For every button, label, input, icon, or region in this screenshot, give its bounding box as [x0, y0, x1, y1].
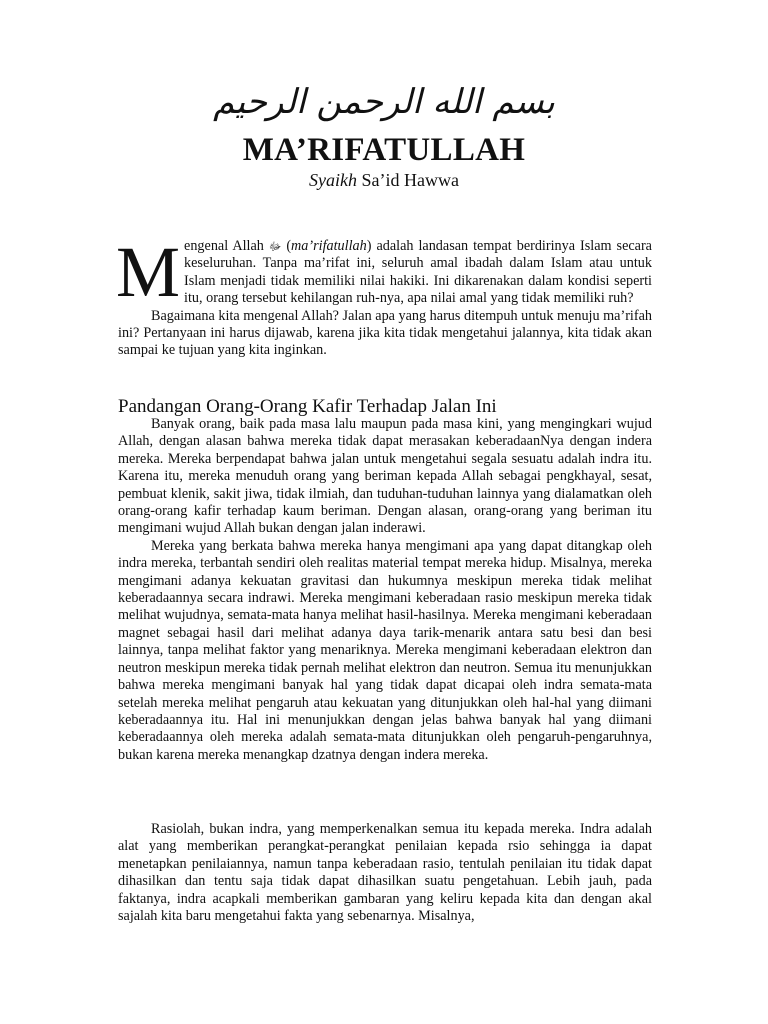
section-paragraph-1: Banyak orang, baik pada masa lalu maupun pada masa kini, yang mengingkari wujud Allah, dengan alasan bahwa mereka tidak dapat merasakan keberadaanNya dengan indera mereka. Mereka berpendapat bahwa jalan untuk mengetahui segala sesuatu adalah indra itu. Karena itu, mereka menuduh orang yang beriman kepada Allah sebagai pengkhayal, sesat, pembuat klenik, sakit jiwa, tidak ilmiah, dan tuduhan-tuduhan lainnya yang dialamatkan oleh orang-orang kafir terhadap kaum beriman. Dengan alasan, orang-orang yang beriman itu mengimani wujud Allah bukan dengan jalan inderawi.	[118, 416, 652, 537]
section-heading: Pandangan Orang-Orang Kafir Terhadap Jalan Ini	[118, 396, 497, 417]
author-name: Sa’id Hawwa	[361, 170, 459, 190]
page-title: MA’RIFATULLAH	[242, 132, 526, 168]
honorific-glyph: ﷻ	[268, 240, 282, 253]
rasio-section	[118, 821, 652, 925]
intro-section	[116, 232, 652, 360]
section-body	[118, 416, 652, 764]
intro-paragraph-2: Bagaimana kita mengenal Allah? Jalan apa yang harus ditempuh untuk menuju ma’rifah ini? Pertanyaan ini harus dijawab, karena jika kita tidak mengetahui jalannya, kita tidak akan sampai ke tujuan yang kita inginkan.	[118, 307, 652, 359]
intro-p1-paren: (	[281, 238, 292, 254]
section-paragraph-3: Rasiolah, bukan indra, yang memperkenalkan semua itu kepada mereka. Indra adalah alat yang memberikan perangkat-perangkat penilaian kepada rsio sehingga ia dapat menetapkan penilaiannya, namun tanpa keberadaan rasio, tentulah penilaian itu tidak dapat dihasilkan dan tentu saja tidak dapat dihasilkan suatu pengetahuan. Lebih jauh, pada faktanya, indra acapkali memberikan gambaran yang keliru kepada kita dan dengan akal sajalah kita baru mengetahui fakta yang sebenarnya. Misalnya,	[118, 821, 652, 925]
intro-p1-lead: engenal Allah	[184, 238, 269, 254]
drop-cap: M	[116, 232, 181, 312]
basmala-calligraphy: بسم الله الرحمن الرحيم	[213, 82, 555, 122]
intro-p1-term: ma’rifatullah	[291, 238, 367, 254]
section-paragraph-2: Mereka yang berkata bahwa mereka hanya mengimani apa yang dapat ditangkap oleh indra mereka, terbantah sendiri oleh realitas material tempat mereka hidup. Misalnya, mereka mengimani adanya kekuatan gravitasi dan hukumnya meskipun mereka tidak melihat keberadaannya secara indrawi. Mereka mengimani keberadaan rasio meskipun mereka tidak melihat wujudnya, semata-mata hanya melihat hasil-hasilnya. Mereka mengimani keberadaan magnet sebagai hasil dari melihat adanya daya tarik-menarik antara satu besi dan besi lainnya, tanpa melihat faktor yang menariknya. Mereka mengimani keberadaan elektron dan neutron meskipun mereka tidak pernah melihat elektron dan neutron. Semua itu menunjukkan bahwa mereka mengimani banyak hal yang tidak dapat dicapai oleh indra semata-mata setelah mereka melihat pengaruh atau kekuatan yang ditunjukkan oleh hal-hal yang diimani keberadaannya itu. Hal ini menunjukkan dengan jelas bahwa banyak hal yang diimani keberadaannya oleh mereka adalah semata-mata ditunjukkan oleh pengaruh-pengaruhnya, bukan karena mereka menangkap dzatnya dengan indera mereka.	[118, 537, 652, 763]
intro-p1-rest: ) adalah landasan tempat berdirinya Islam secara keseluruhan. Tanpa ma’rifat ini, seluruh amal ibadah dalam Islam atau untuk Islam menjadi tidak memiliki nilai hakiki. Ini dikarenakan dalam kondisi seperti itu, orang tersebut kehilangan ruh-nya, apa nilai amal yang tidak memiliki ruh?	[184, 238, 652, 307]
author-line	[0, 169, 768, 191]
author-honorific: Syaikh	[309, 170, 357, 190]
intro-paragraph-1	[116, 232, 652, 312]
